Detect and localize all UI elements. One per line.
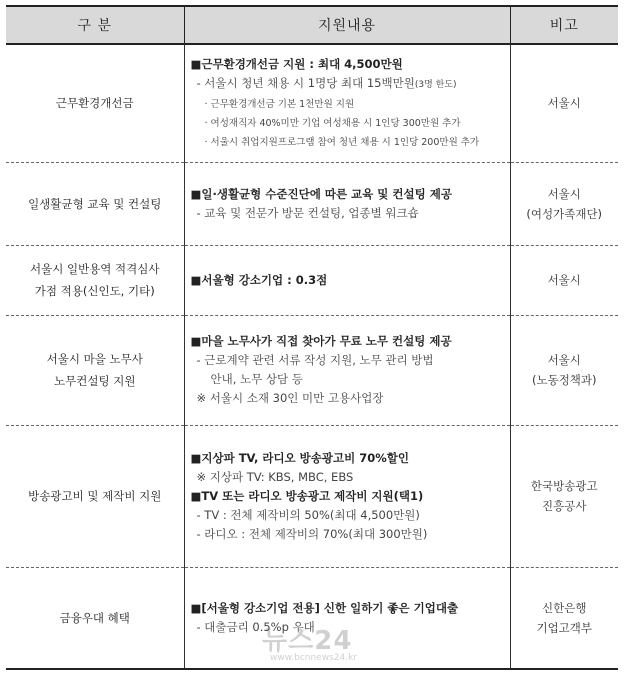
watermark-logo-text: 뉴스24 xyxy=(262,626,353,656)
content-cell xyxy=(184,425,510,567)
support-table xyxy=(6,5,618,670)
note-cell xyxy=(510,44,618,162)
category-text: 방송광고비 및 제작비 지원 xyxy=(28,489,162,503)
header-row xyxy=(6,6,618,44)
content-cell xyxy=(184,162,510,245)
content-subline: · 근무환경개선금 기본 1천만원 지원 xyxy=(204,98,355,110)
note-cell xyxy=(510,567,618,669)
content-line: 안내, 노무 상담 등 xyxy=(210,372,303,386)
note-text: 서울시 xyxy=(547,273,581,287)
content-head: ■일·생활균형 수준진단에 따른 교육 및 컨설팅 제공 xyxy=(190,186,452,201)
category-cell xyxy=(6,162,184,245)
content-cell xyxy=(184,44,510,162)
content-line: - 서울시 청년 채용 시 1명당 최대 15백만원(3명 한도) xyxy=(196,75,457,90)
content-cell xyxy=(184,245,510,315)
note-text: 서울시 xyxy=(547,353,581,367)
category-text: 근무환경개선금 xyxy=(55,96,134,111)
content-head: ■서울형 강소기업 : 0.3점 xyxy=(190,272,328,287)
content-line: - 라디오 : 전체 제작비의 70%(최대 300만원) xyxy=(196,526,428,541)
note-cell xyxy=(510,315,618,425)
table-row xyxy=(6,315,618,425)
note-text: 한국방송광고 xyxy=(530,479,598,493)
table-row xyxy=(6,425,618,567)
content-line-suffix: (3명 한도) xyxy=(414,79,457,90)
content-head: ■TV 또는 라디오 방송광고 제작비 지원(택1) xyxy=(190,488,424,503)
content-cell xyxy=(184,567,510,669)
category-cell xyxy=(6,245,184,315)
note-cell xyxy=(510,245,618,315)
category-text: 일생활균형 교육 및 컨설팅 xyxy=(28,196,162,211)
note-cell xyxy=(510,425,618,567)
content-line: - TV : 전체 제작비의 50%(최대 4,500만원) xyxy=(196,507,420,522)
note-text: (여성가족재단) xyxy=(526,206,603,221)
category-text: 서울시 일반용역 적격심사 xyxy=(29,262,160,276)
content-line: ※ 지상파 TV: KBS, MBC, EBS xyxy=(196,469,354,484)
category-cell xyxy=(6,425,184,567)
content-subline: · 서울시 취업지원프로그램 참여 청년 채용 시 1인당 200만원 추가 xyxy=(204,136,480,148)
table-row xyxy=(6,567,618,669)
content-head: ■[서울형 강소기업 전용] 신한 일하기 좋은 기업대출 xyxy=(190,600,459,615)
table-row xyxy=(6,44,618,162)
content-line: - 대출금리 0.5%p 우대 xyxy=(196,619,315,634)
note-text: (노동정책과) xyxy=(531,373,597,387)
header-content: 지원내용 xyxy=(184,6,510,44)
content-line: - 근로계약 관련 서류 작성 지원, 노무 관리 방법 xyxy=(196,353,434,367)
note-text: 신한은행 xyxy=(542,600,587,615)
note-text: 기업고객부 xyxy=(536,620,593,635)
content-cell xyxy=(184,315,510,425)
content-line: ※ 서울시 소재 30인 미만 고용사업장 xyxy=(196,391,384,405)
content-head: ■마을 노무사가 직접 찾아가 무료 노무 컨설팅 제공 xyxy=(190,334,452,348)
header-category: 구 분 xyxy=(6,6,184,44)
header-note: 비고 xyxy=(510,6,618,44)
note-text: 서울시 xyxy=(547,96,581,111)
table-row xyxy=(6,245,618,315)
watermark-url: www.bcnnews24.kr xyxy=(270,653,357,663)
category-text: 금융우대 혜택 xyxy=(59,610,130,625)
document-page xyxy=(6,5,618,670)
category-cell xyxy=(6,44,184,162)
category-cell xyxy=(6,567,184,669)
content-subline: · 여성재직자 40%미만 기업 여성채용 시 1인당 300만원 추가 xyxy=(204,117,461,129)
content-head: ■근무환경개선금 지원 : 최대 4,500만원 xyxy=(190,56,403,71)
category-text: 가점 적용(신인도, 기타) xyxy=(34,284,155,298)
category-cell xyxy=(6,315,184,425)
note-text: 진흥공사 xyxy=(542,499,587,513)
content-line: - 교육 및 전문가 방문 컨설팅, 업종별 워크숍 xyxy=(196,205,419,220)
note-cell xyxy=(510,162,618,245)
table-row xyxy=(6,162,618,245)
content-head: ■지상파 TV, 라디오 방송광고비 70%할인 xyxy=(190,450,409,465)
note-text: 서울시 xyxy=(547,186,581,201)
category-text: 노무컨설팅 지원 xyxy=(54,374,136,388)
category-text: 서울시 마을 노무사 xyxy=(46,352,143,366)
